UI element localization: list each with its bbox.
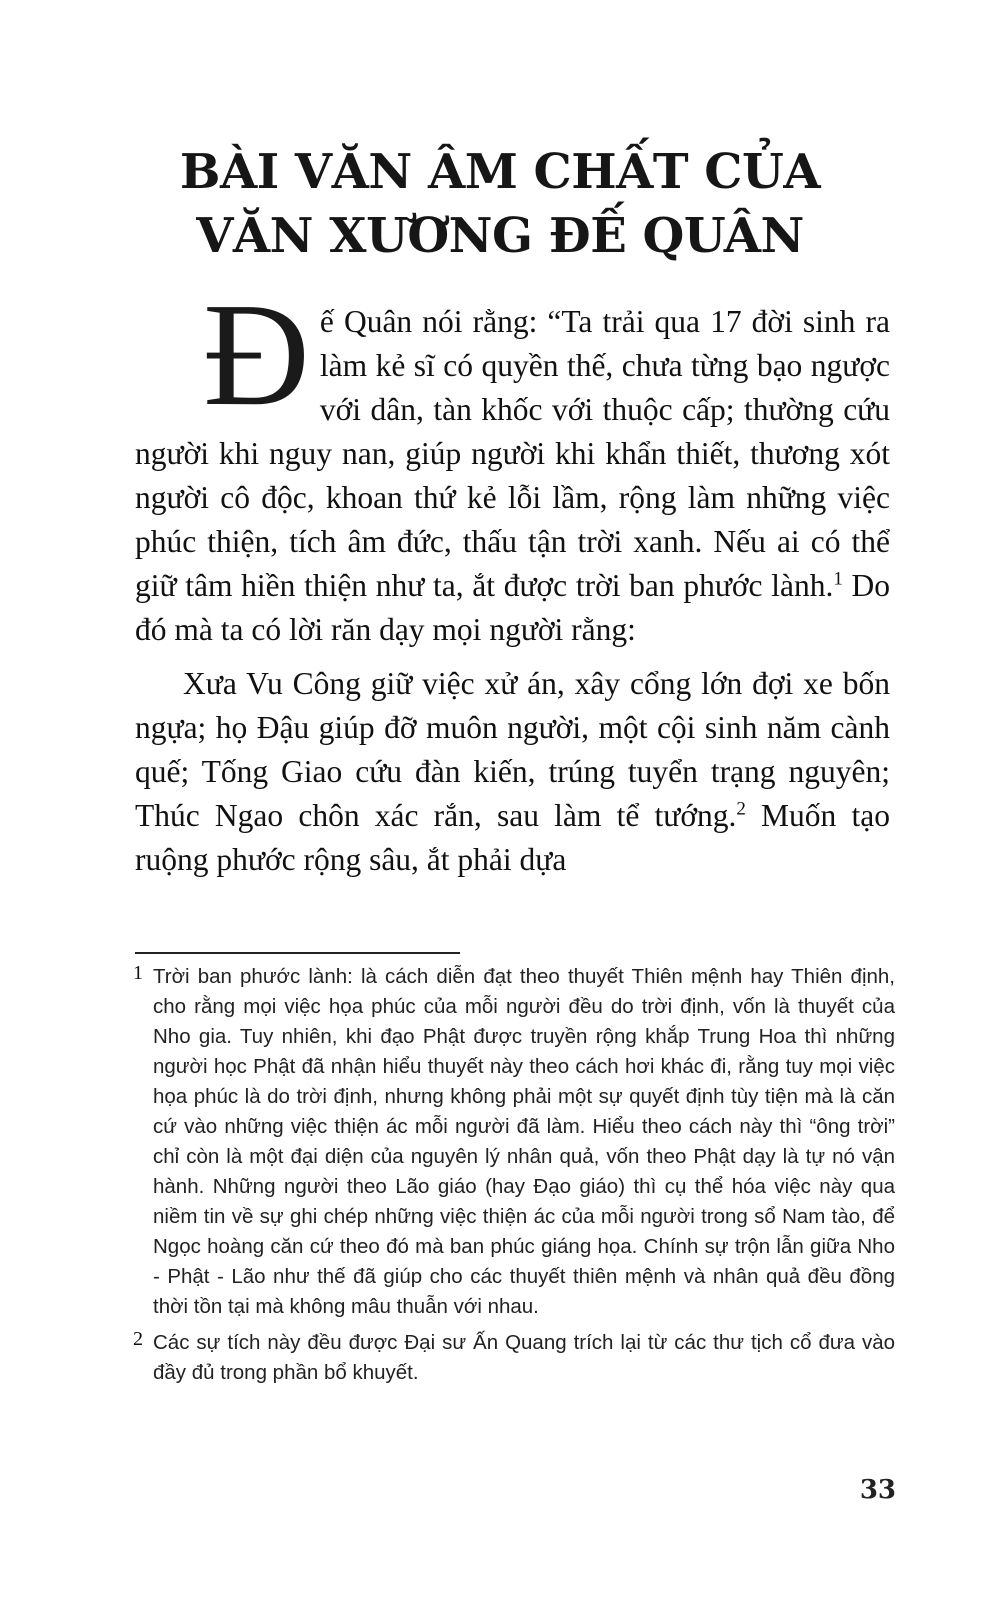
paragraph-1 bbox=[135, 273, 891, 652]
footnote-ref-1: 1 bbox=[833, 568, 843, 590]
footnote-1-number: 1 bbox=[133, 962, 143, 984]
footnote-2 bbox=[135, 1328, 895, 1388]
paragraph-2-tail: Muốn tạo ruộng phước rộng sâu, ắt phải dựa bbox=[135, 798, 890, 877]
footnote-1-text: Trời ban phước lành: là cách diễn đạt theo thuyết Thiên mệnh hay Thiên định, cho rằng mọi việc họa phúc của mỗi người đều do trời định, vốn là thuyết của Nho gia. Tuy nhiên, khi đạo Phật được truyền rộng khắp Trung Hoa thì những người học Phật đã nhận hiểu thuyết này theo cách hơi khác đi, rằng tuy mọi việc họa phúc là do trời định, nhưng không phải một sự quyết định tùy tiện mà là căn cứ vào những việc thiện ác mỗi người đã làm. Hiểu theo cách này thì “ông trời” chỉ còn là một đại diện của nguyên lý nhân quả, vốn theo Phật dạy là tự nó vận hành. Những người theo Lão giáo (hay Đạo giáo) thì cụ thể hóa việc này qua niềm tin về sự ghi chép những việc thiện ác của mỗi người trong sổ Nam tào, để Ngọc hoàng căn cứ theo đó mà ban phúc giáng họa. Chính sự trộn lẫn giữa Nho - Phật - Lão như thế đã giúp cho các thuyết thiên mệnh và nhân quả đều đồng thời tồn tại mà không mâu thuẫn với nhau. bbox=[153, 965, 895, 1318]
chapter-title-line2: VĂN XƯƠNG ĐẾ QUÂN bbox=[196, 208, 804, 264]
paragraph-2-text: Xưa Vu Công giữ việc xử án, xây cổng lớn đợi xe bốn ngựa; họ Đậu giúp đỡ muôn người, một cội sinh năm cành quế; Tống Giao cứu đàn kiến, trúng tuyển trạng nguyên; Thúc Ngao chôn xác rắn, sau làm tể tướng. bbox=[135, 666, 890, 833]
paragraph-1-text: ế Quân nói rằng: “Ta trải qua 17 đời sinh ra làm kẻ sĩ có quyền thế, chưa từng bạo ngược với dân, tàn khốc với thuộc cấp; thường cứu người khi nguy nan, giúp người khi khẩn thiết, thương xót người cô độc, khoan thứ kẻ lỗi lầm, rộng làm những việc phúc thiện, tích âm đức, thấu tận trời xanh. Nếu ai có thể giữ tâm hiền thiện như ta, ắt được trời ban phước lành. bbox=[135, 304, 890, 603]
footnote-1 bbox=[135, 962, 895, 1322]
footnote-2-text: Các sự tích này đều được Đại sư Ấn Quang trích lại từ các thư tịch cổ đưa vào đầy đủ trong phần bổ khuyết. bbox=[153, 1331, 895, 1384]
footnotes bbox=[135, 962, 895, 1394]
footnote-ref-2: 2 bbox=[736, 798, 746, 820]
page-number: 33 bbox=[859, 1475, 896, 1505]
paragraph-2 bbox=[135, 662, 890, 882]
drop-cap: Đ bbox=[203, 273, 310, 437]
footnote-divider bbox=[135, 952, 460, 954]
paragraph-1-tail: Do đó mà ta có lời răn dạy mọi người rằng: bbox=[135, 568, 891, 647]
main-text bbox=[135, 273, 891, 882]
chapter-title-line1: BÀI VĂN ÂM CHẤT CỦA bbox=[179, 144, 821, 200]
footnote-2-number: 2 bbox=[133, 1328, 143, 1350]
